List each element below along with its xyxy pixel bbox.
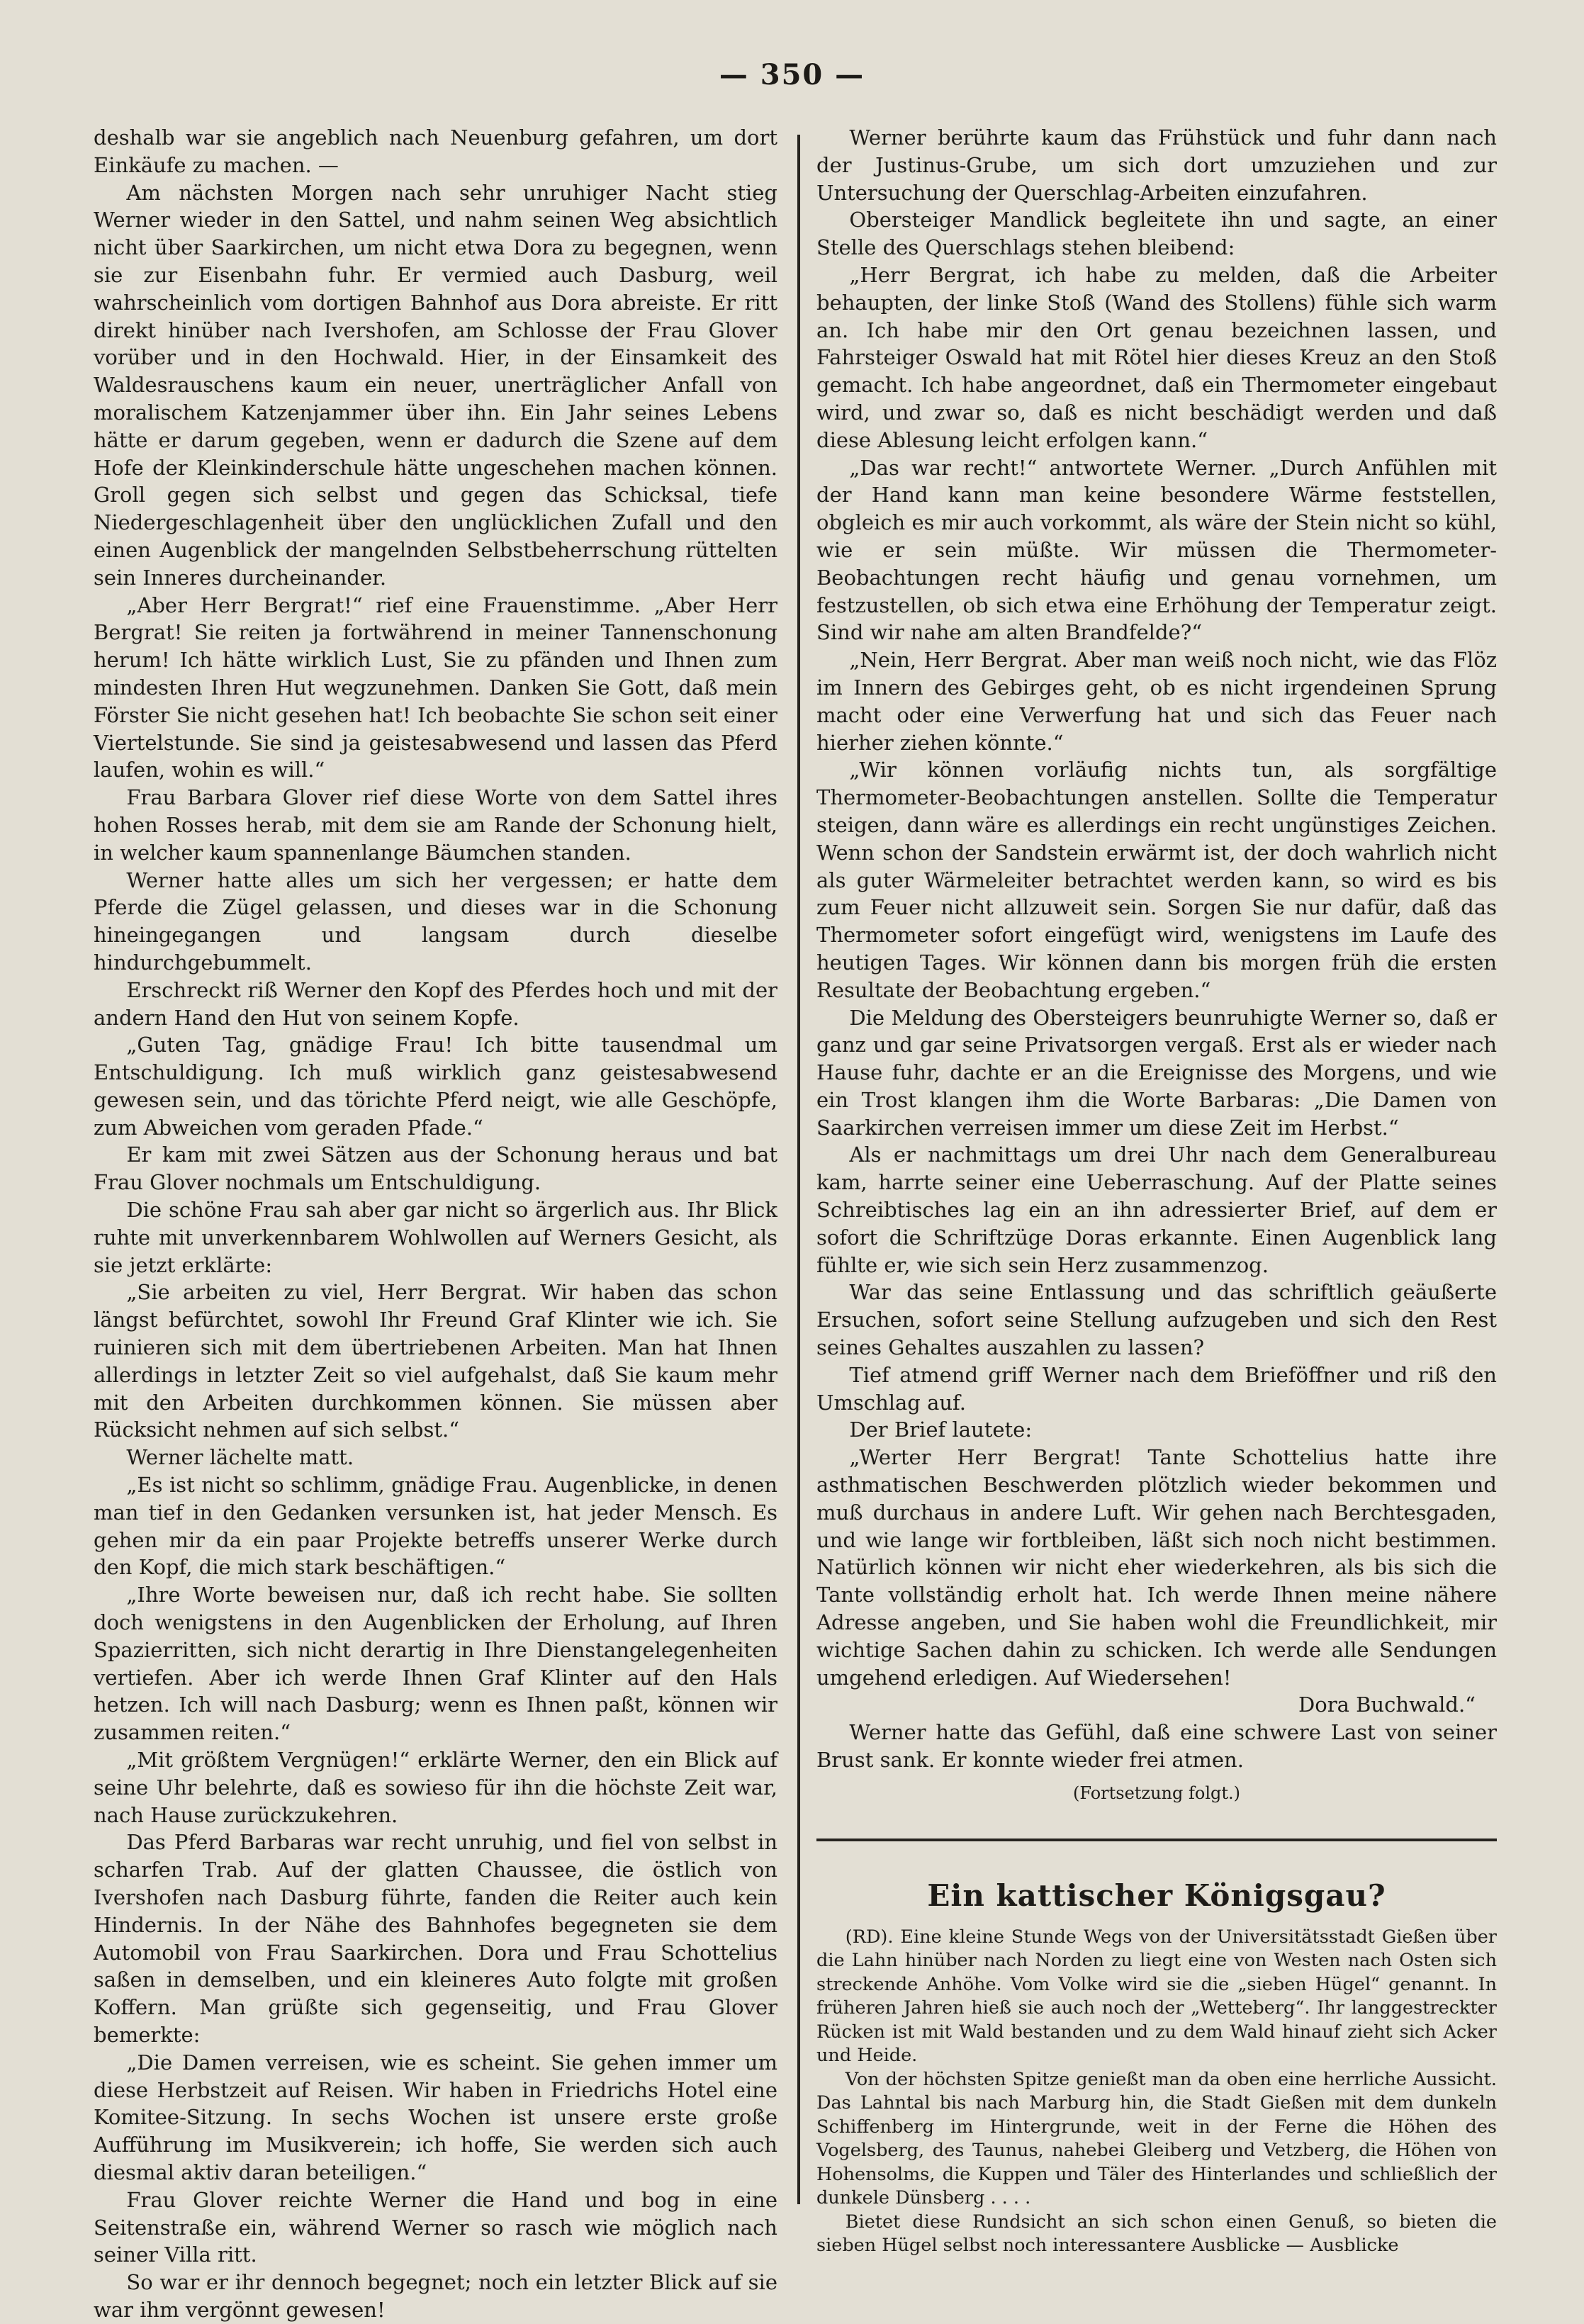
paragraph: „Die Damen verreisen, wie es scheint. Sie gehen immer um diese Herbstzeit auf Reisen. Wir haben in Friedrichs Hotel eine Komitee-Sitzung. In sechs Wochen ist unsere erste große Aufführung im Musikverein; ich hoffe, Sie werden sich auch diesmal aktiv daran beteiligen.“ xyxy=(94,2050,777,2184)
paragraph: Frau Glover reichte Werner die Hand und bog in eine Seitenstraße ein, während Werner so rasch wie möglich nach seiner Villa ritt. xyxy=(94,2187,777,2267)
paragraph: So war er ihr dennoch begegnet; noch ein letzter Blick auf sie war ihm vergönnt gewesen! xyxy=(94,2270,777,2322)
article-headline: Ein kattischer Königsgau? xyxy=(927,1877,1386,1913)
paragraph: Tief atmend griff Werner nach dem Brieföffner und riß den Umschlag auf. xyxy=(816,1362,1497,1415)
paragraph: Werner berührte kaum das Frühstück und fuhr dann nach der Justinus-Grube, um sich dort umzuziehen und zur Untersuchung der Querschlag-Arbeiten einzufahren. xyxy=(816,125,1497,205)
paragraph: Werner lächelte matt. xyxy=(126,1445,354,1470)
article-paragraph: Von der höchsten Spitze genießt man da oben eine herrliche Aussicht. Das Lahntal bis nach Marburg hin, die Stadt Gießen mit dem dunkeln Schiffenberg im Hintergrunde, weit in der Ferne die Höhen des Vogelsberg, des Taunus, nahebei Gleiberg und Vetzberg, die Höhen von Hohensolms, die Kuppen und Täler des Hinterlandes und schließlich der dunkele Dünsberg . . . . xyxy=(816,2068,1497,2209)
paragraph: War das seine Entlassung und das schriftlich geäußerte Ersuchen, sofort seine Stellung aufzugeben und sich den Rest seines Gehaltes auszahlen zu lassen? xyxy=(816,1280,1497,1360)
paragraph: „Sie arbeiten zu viel, Herr Bergrat. Wir haben das schon längst befürchtet, sowohl Ihr Freund Graf Klinter wie ich. Sie ruinieren sich mit dem übertriebenen Arbeiten. Man hat Ihnen allerdings in letzter Zeit so viel aufgehalst, daß Sie kaum mehr mit den Arbeiten durchkommen können. Sie müssen aber Rücksicht nehmen auf sich selbst.“ xyxy=(94,1280,777,1442)
paragraph: Das Pferd Barbaras war recht unruhig, und fiel von selbst in scharfen Trab. Auf der glatten Chaussee, die östlich von Ivershofen nach Dasburg führte, fanden die Reiter auch kein Hindernis. In der Nähe des Bahnhofes begegneten sie dem Automobil von Frau Saarkirchen. Dora und Frau Schottelius saßen in demselben, und ein kleineres Auto folgte mit großen Koffern. Man grüßte sich gegenseitig, und Frau Glover bemerkte: xyxy=(94,1830,777,2047)
paragraph: Die Meldung des Obersteigers beunruhigte Werner so, daß er ganz und gar seine Privatsorgen vergaß. Erst als er wieder nach Hause fuhr, dachte er an die Ereignisse des Morgens, und wie ein Trost klangen ihm die Worte Barbaras: „Die Damen von Saarkirchen verreisen immer um diese Zeit im Herbst.“ xyxy=(816,1005,1497,1140)
paragraph: „Nein, Herr Bergrat. Aber man weiß noch nicht, wie das Flöz im Innern des Gebirges geht, ob es nicht irgendeinen Sprung macht oder eine Verwerfung hat und sich das Feuer nach hierher ziehen könnte.“ xyxy=(816,648,1497,755)
paragraph: Als er nachmittags um drei Uhr nach dem Generalbureau kam, harrte seiner eine Ueberraschung. Auf der Platte seines Schreibtisches lag ein an ihn adressierter Brief, auf dem er sofort die Schriftzüge Doras erkannte. Einen Augenblick lang fühlte er, wie sich sein Herz zusammenzog. xyxy=(816,1143,1497,1277)
article-paragraph: (RD). Eine kleine Stunde Wegs von der Universitätsstadt Gießen über die Lahn hinüber nach Norden zu liegt eine von Westen nach Osten sich streckende Anhöhe. Vom Volke wird sie die „sieben Hügel“ genannt. In früheren Jahren hieß sie auch noch der „Wetteberg“. Ihr langgestreckter Rücken ist mit Wald bestanden und zu dem Wald hinauf zieht sich Acker und Heide. xyxy=(816,1926,1497,2067)
letter-signature: Dora Buchwald.“ xyxy=(1298,1693,1476,1717)
paragraph: Der Brief lautete: xyxy=(849,1418,1033,1442)
paragraph: Die schöne Frau sah aber gar nicht so ärgerlich aus. Ihr Blick ruhte mit unverkennbarem Wohlwollen auf Werners Gesicht, als sie jetzt erklärte: xyxy=(94,1198,777,1277)
right-column xyxy=(816,124,1497,2258)
section-divider xyxy=(816,1839,1497,1841)
paragraph: deshalb war sie angeblich nach Neuenburg gefahren, um dort Einkäufe zu machen. — xyxy=(94,125,777,177)
left-column xyxy=(94,124,777,2324)
paragraph: „Werter Herr Bergrat! Tante Schottelius hatte ihre asthmatischen Beschwerden plötzlich wieder bekommen und muß durchaus in andere Luft. Wir gehen nach Berchtesgaden, und wie lange wir fortbleiben, läßt sich noch nicht bestimmen. Natürlich können wir nicht eher wiederkehren, als bis sich die Tante vollständig erholt hat. Ich werde Ihnen meine nähere Adresse angeben, und Sie haben wohl die Freundlichkeit, mir wichtige Sachen dahin zu schicken. Ich werde alle Sendungen umgehend erledigen. Auf Wiedersehen! xyxy=(816,1445,1497,1690)
column-divider xyxy=(797,135,800,2204)
page-number: — 350 — xyxy=(719,58,865,91)
paragraph: Frau Barbara Glover rief diese Worte von dem Sattel ihres hohen Rosses herab, mit dem sie am Rande der Schonung hielt, in welcher kaum spannenlange Bäumchen standen. xyxy=(94,785,777,865)
paragraph: „Mit größtem Vergnügen!“ erklärte Werner, den ein Blick auf seine Uhr belehrte, daß es sowieso für ihn die höchste Zeit war, nach Hause zurückzukehren. xyxy=(94,1748,777,1827)
continuation-note: (Fortsetzung folgt.) xyxy=(1073,1783,1240,1803)
paragraph: „Das war recht!“ antwortete Werner. „Durch Anfühlen mit der Hand kann man keine besondere Wärme feststellen, obgleich es mir auch vorkommt, als wäre der Stein nicht so kühl, wie er sein müßte. Wir müssen die Thermometer-Beobachtungen recht häufig und genau vornehmen, um festzustellen, ob sich etwa eine Erhöhung der Temperatur zeigt. Sind wir nahe am alten Brandfelde?“ xyxy=(816,455,1497,645)
paragraph: „Herr Bergrat, ich habe zu melden, daß die Arbeiter behaupten, der linke Stoß (Wand des Stollens) fühle sich warm an. Ich habe mir den Ort genau bezeichnen lassen, und Fahrsteiger Oswald hat mit Rötel hier dieses Kreuz an den Stoß gemacht. Ich habe angeordnet, daß ein Thermometer eingebaut wird, und zwar so, daß es nicht beschädigt werden und daß diese Ablesung leicht erfolgen kann.“ xyxy=(816,262,1497,452)
paragraph: „Wir können vorläufig nichts tun, als sorgfältige Thermometer-Beobachtungen anstellen. Sollte die Temperatur steigen, dann wäre es allerdings ein recht ungünstiges Zeichen. Wenn schon der Sandstein erwärmt ist, der doch wahrlich nicht als guter Wärmeleiter betrachtet werden kann, so wird es bis zum Feuer nicht allzuweit sein. Sorgen Sie nur dafür, daß das Thermometer sofort eingefügt wird, wenigstens im Laufe des heutigen Tages. Wir können dann bis morgen früh die ersten Resultate der Beobachtung ergeben.“ xyxy=(816,758,1497,1002)
paragraph: Erschreckt riß Werner den Kopf des Pferdes hoch und mit der andern Hand den Hut von seinem Kopfe. xyxy=(94,977,777,1030)
paragraph: Werner hatte alles um sich her vergessen; er hatte dem Pferde die Zügel gelassen, und dieses war in die Schonung hineingegangen und langsam durch dieselbe hindurchgebummelt. xyxy=(94,868,777,975)
paragraph: Werner hatte das Gefühl, daß eine schwere Last von seiner Brust sank. Er konnte wieder frei atmen. xyxy=(816,1720,1497,1773)
paragraph: „Guten Tag, gnädige Frau! Ich bitte tausendmal um Entschuldigung. Ich muß wirklich ganz geistesabwesend gewesen sein, und das törichte Pferd neigt, wie alle Geschöpfe, zum Abweichen vom geraden Pfade.“ xyxy=(94,1033,777,1140)
paragraph: „Ihre Worte beweisen nur, daß ich recht habe. Sie sollten doch wenigstens in den Augenblicken der Erholung, auf Ihren Spazierritten, sich nicht derartig in Ihre Dienstangelegenheiten vertiefen. Aber ich werde Ihnen Graf Klinter auf den Hals hetzen. Ich will nach Dasburg; wenn es Ihnen paßt, können wir zusammen reiten.“ xyxy=(94,1583,777,1745)
paragraph: „Es ist nicht so schlimm, gnädige Frau. Augenblicke, in denen man tief in den Gedanken versunken ist, hat jeder Mensch. Es gehen mir da ein paar Projekte betreffs unserer Werke durch den Kopf, die mich stark beschäftigen.“ xyxy=(94,1473,777,1580)
paragraph: Obersteiger Mandlick begleitete ihn und sagte, an einer Stelle des Querschlags stehen bleibend: xyxy=(816,208,1497,260)
paragraph: „Aber Herr Bergrat!“ rief eine Frauenstimme. „Aber Herr Bergrat! Sie reiten ja fortwährend in meiner Tannenschonung herum! Ich hätte wirklich Lust, Sie zu pfänden und Ihnen zum mindesten Ihren Hut wegzunehmen. Danken Sie Gott, daß mein Förster Sie nicht gesehen hat! Ich beobachte Sie schon seit einer Viertelstunde. Sie sind ja geistesabwesend und lassen das Pferd laufen, wohin es will.“ xyxy=(94,593,777,782)
article-paragraph: Bietet diese Rundsicht an sich schon einen Genuß, so bieten die sieben Hügel selbst noch interessantere Ausblicke — Ausblicke xyxy=(816,2211,1497,2257)
paragraph: Er kam mit zwei Sätzen aus der Schonung heraus und bat Frau Glover nochmals um Entschuldigung. xyxy=(94,1143,777,1195)
paragraph: Am nächsten Morgen nach sehr unruhiger Nacht stieg Werner wieder in den Sattel, und nahm seinen Weg absichtlich nicht über Saarkirchen, um nicht etwa Dora zu begegnen, wenn sie zur Eisenbahn fuhr. Er vermied auch Dasburg, weil wahrscheinlich vom dortigen Bahnhof aus Dora abreiste. Er ritt direkt hinüber nach Ivershofen, am Schlosse der Frau Glover vorüber und in den Hochwald. Hier, in der Einsamkeit des Waldesrauschens kaum ein neuer, unerträglicher Anfall von moralischem Katzenjammer über ihn. Ein Jahr seines Lebens hätte er darum gegeben, wenn er dadurch die Szene auf dem Hofe der Kleinkinderschule hätte ungeschehen machen können. Groll gegen sich selbst und gegen das Schicksal, tiefe Niedergeschlagenheit über den unglücklichen Zufall und den einen Augenblick der mangelnden Selbstbeherrschung rüttelten sein Inneres durcheinander. xyxy=(94,180,777,590)
